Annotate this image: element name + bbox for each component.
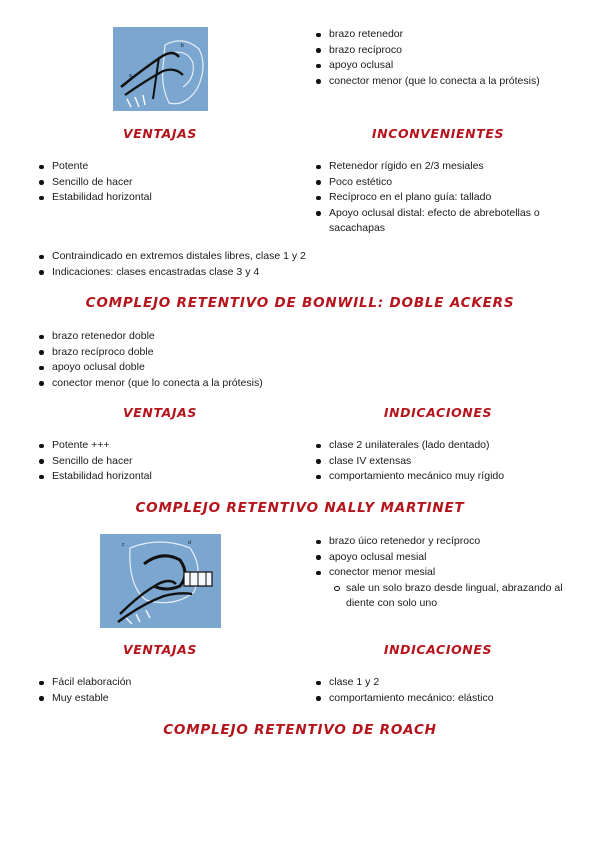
list-item: brazo recíproco doble (36, 345, 336, 361)
list-item: apoyo oclusal (313, 58, 593, 74)
ventajas-list (36, 675, 296, 706)
list-item: comportamiento mecánico muy rígido (313, 469, 583, 485)
list-item: conector menor mesial (313, 565, 588, 581)
indicaciones-heading: INDICACIONES (383, 405, 493, 420)
indicaciones-heading: INDICACIONES (383, 642, 493, 657)
list-item: Retenedor rígido en 2/3 mesiales (313, 159, 578, 175)
clasp-drawing-icon (113, 27, 208, 111)
clasp-drawing-icon (100, 534, 221, 628)
list-item: apoyo oclusal mesial (313, 550, 588, 566)
list-item: brazo úico retenedor y recíproco (313, 534, 588, 550)
inconvenientes-heading: INCONVENIENTES (371, 126, 505, 141)
components-list (36, 329, 336, 391)
ventajas-list (36, 159, 296, 206)
list-item: Sencillo de hacer (36, 175, 296, 191)
list-item: Potente +++ (36, 438, 296, 454)
inconvenientes-list (313, 159, 578, 237)
components-list (313, 27, 593, 89)
list-item: Estabilidad horizontal (36, 190, 296, 206)
svg-text:a: a (129, 73, 132, 79)
indicaciones-list (313, 438, 583, 485)
list-item: Muy estable (36, 691, 296, 707)
list-item: conector menor (que lo conecta a la prótesis) (36, 376, 336, 392)
svg-text:c: c (122, 542, 125, 548)
list-item: clase IV extensas (313, 454, 583, 470)
indicaciones-list (313, 675, 583, 706)
list-item: comportamiento mecánico: elástico (313, 691, 583, 707)
ventajas-list (36, 438, 296, 485)
list-item: Recíproco en el plano guía: tallado (313, 190, 578, 206)
sub-components-list (332, 581, 588, 612)
clasp-diagram-image (113, 27, 208, 111)
ventajas-heading: VENTAJAS (122, 642, 198, 657)
list-item: brazo retenedor doble (36, 329, 336, 345)
list-item: brazo retenedor (313, 27, 593, 43)
list-item: conector menor (que lo conecta a la prótesis) (313, 74, 593, 90)
list-item: Contraindicado en extremos distales libres, clase 1 y 2 (36, 249, 556, 265)
ventajas-heading: VENTAJAS (122, 405, 198, 420)
components-list (313, 534, 588, 581)
svg-text:d: d (188, 540, 191, 546)
list-item: Estabilidad horizontal (36, 469, 296, 485)
list-item: Potente (36, 159, 296, 175)
nally-martinet-section-title: COMPLEJO RETENTIVO NALLY MARTINET (135, 500, 465, 516)
bonwill-section-title: COMPLEJO RETENTIVO DE BONWILL: DOBLE ACKERS (85, 295, 515, 311)
list-item: Apoyo oclusal distal: efecto de abrebotellas o sacachapas (313, 206, 578, 237)
list-item: Indicaciones: clases encastradas clase 3 y 4 (36, 265, 556, 281)
roach-section-title: COMPLEJO RETENTIVO DE ROACH (163, 722, 437, 738)
list-item: apoyo oclusal doble (36, 360, 336, 376)
nally-martinet-diagram-image (100, 534, 221, 628)
list-item: Poco estético (313, 175, 578, 191)
list-item: brazo recíproco (313, 43, 593, 59)
list-item: Fácil elaboración (36, 675, 296, 691)
list-item: sale un solo brazo desde lingual, abrazando al diente con solo uno (332, 581, 588, 612)
list-item: clase 2 unilaterales (lado dentado) (313, 438, 583, 454)
ventajas-heading: VENTAJAS (122, 126, 198, 141)
svg-text:b: b (181, 43, 184, 49)
list-item: clase 1 y 2 (313, 675, 583, 691)
list-item: Sencillo de hacer (36, 454, 296, 470)
notes-list (36, 249, 556, 280)
